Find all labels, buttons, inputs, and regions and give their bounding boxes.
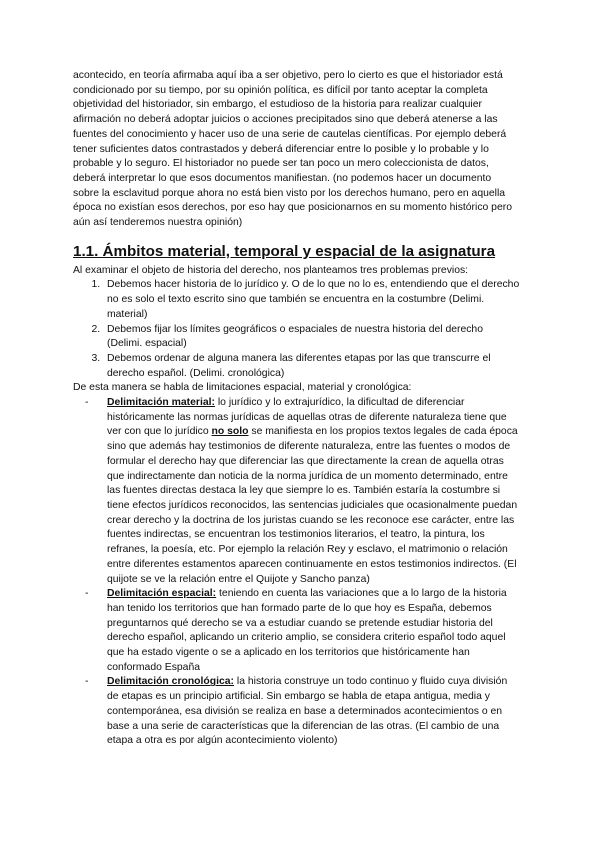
limitation-text: se manifiesta en los propios textos legales de cada época sino que además hay testimonios de diferente naturaleza, entre las fuentes o modos de formular el derecho hay que diferenciar las que directamente la crean de aquella otras que indirectamente dan noticia de la norma jurídica de un momento determinado, entre las fuentes directas destaca la ley que siempre lo es. También estaría la costumbre si tiene efectos jurídicos reconocidos, las sentencias judiciales que ocasionalmente puedan crear derecho y la doctrina de los juristas cuando se les reconoce ese carácter, entre las fuentes indirectas, se encuentran los testimonios literarios, el teatro, la pintura, los refranes, la poesía, etc. Por ejemplo la relación Rey y esclavo, el matrimonio o relación entre diferentes estamentos aparecen continuamente en estos testimonios indirectos. (El quijote se ve la relación entre el Quijote y Sancho panza) (107, 426, 518, 585)
problems-list (73, 278, 520, 381)
limitation-item-material (85, 396, 520, 587)
section-heading: 1.1. Ámbitos material, temporal y espacial de la asignatura (73, 242, 496, 260)
intro-paragraph: acontecido, en teoría afirmaba aquí iba a ser objetivo, pero lo cierto es que el historiador está condicionado por su tiempo, por su opinión política, es difícil por tanto aceptar la completa objetividad del historiador, sin embargo, el estudioso de la historia para realizar cualquier afirmación no deberá adoptar juicios o acciones precipitados sino que deberá atenerse a las fuentes del conocimiento y hacer uso de una serie de cautelas científicas. Por ejemplo deberá tener suficientes datos contrastados y deberá diferenciar entre lo posible y lo probable y lo probable y lo seguro. El historiador no puede ser tan poco un mero coleccionista de datos, deberá interpretar lo que esos documentos manifiestan. (no podemos hacer un documento sobre la esclavitud porque ahora no está bien visto por los derechos humano, pero en aquella época no existían esos derechos, por eso hay que posicionarnos en su momento histórico pero aún así tenderemos nuestra opinión) (73, 70, 512, 229)
list-dash: - (85, 676, 89, 688)
limitations-intro: De esta manera se habla de limitaciones espacial, material y cronológica: (73, 382, 412, 394)
problem-item: 1. Debemos hacer historia de lo jurídico y. O de lo que no lo es, entendiendo que el derecho no es solo el texto escrito sino que también se encuentra en la costumbre (Delimi. material) (103, 278, 520, 322)
limitation-text: la historia construye un todo continuo y fluido cuya división de etapas es un principio artificial. Sin embargo se habla de etapa antigua, media y contemporánea, esa división se realiza en base a determinados acontecimientos o en base a una serie de características que la diferencian de las otras. (El cambio de una etapa a otra es por algún acontecimiento violento) (107, 676, 508, 747)
limitation-text: lo jurídico y lo extrajurídico, la dificultad de diferenciar históricamente las normas jurídicas de aquellas otras de diferente naturaleza tiene que ver con que lo jurídico (107, 397, 507, 438)
limitation-term: Delimitación espacial: (107, 588, 217, 600)
section-lead: Al examinar el objeto de historia del derecho, nos planteamos tres problemas previos: (73, 264, 469, 276)
limitation-item-espacial (85, 587, 520, 675)
limitation-text: teniendo en cuenta las variaciones que a lo largo de la historia han tenido los territorios que han formado parte de lo que hoy es España, debemos preguntarnos qué derecho se va a estudiar cuando se pretende estudiar historia del derecho español, aplicando un criterio amplio, se considera criterio español todo aquel que ha estado vigente o se a aplicado en los territorios que históricamente han conformado España (107, 588, 507, 673)
limitation-item-cronologica (85, 675, 520, 749)
emphasis-text: no solo (211, 426, 249, 438)
limitation-term: Delimitación material: (107, 397, 215, 409)
limitations-list (73, 396, 520, 749)
problem-item: 3. Debemos ordenar de alguna manera las diferentes etapas por las que transcurre el derecho español. (Delimi. cronológica) (103, 352, 520, 381)
problem-item: 2. Debemos fijar los límites geográficos o espaciales de nuestra historia del derecho (Delimi. espacial) (103, 323, 520, 352)
list-dash: - (85, 397, 89, 409)
list-dash: - (85, 588, 89, 600)
limitation-term: Delimitación cronológica: (107, 676, 235, 688)
